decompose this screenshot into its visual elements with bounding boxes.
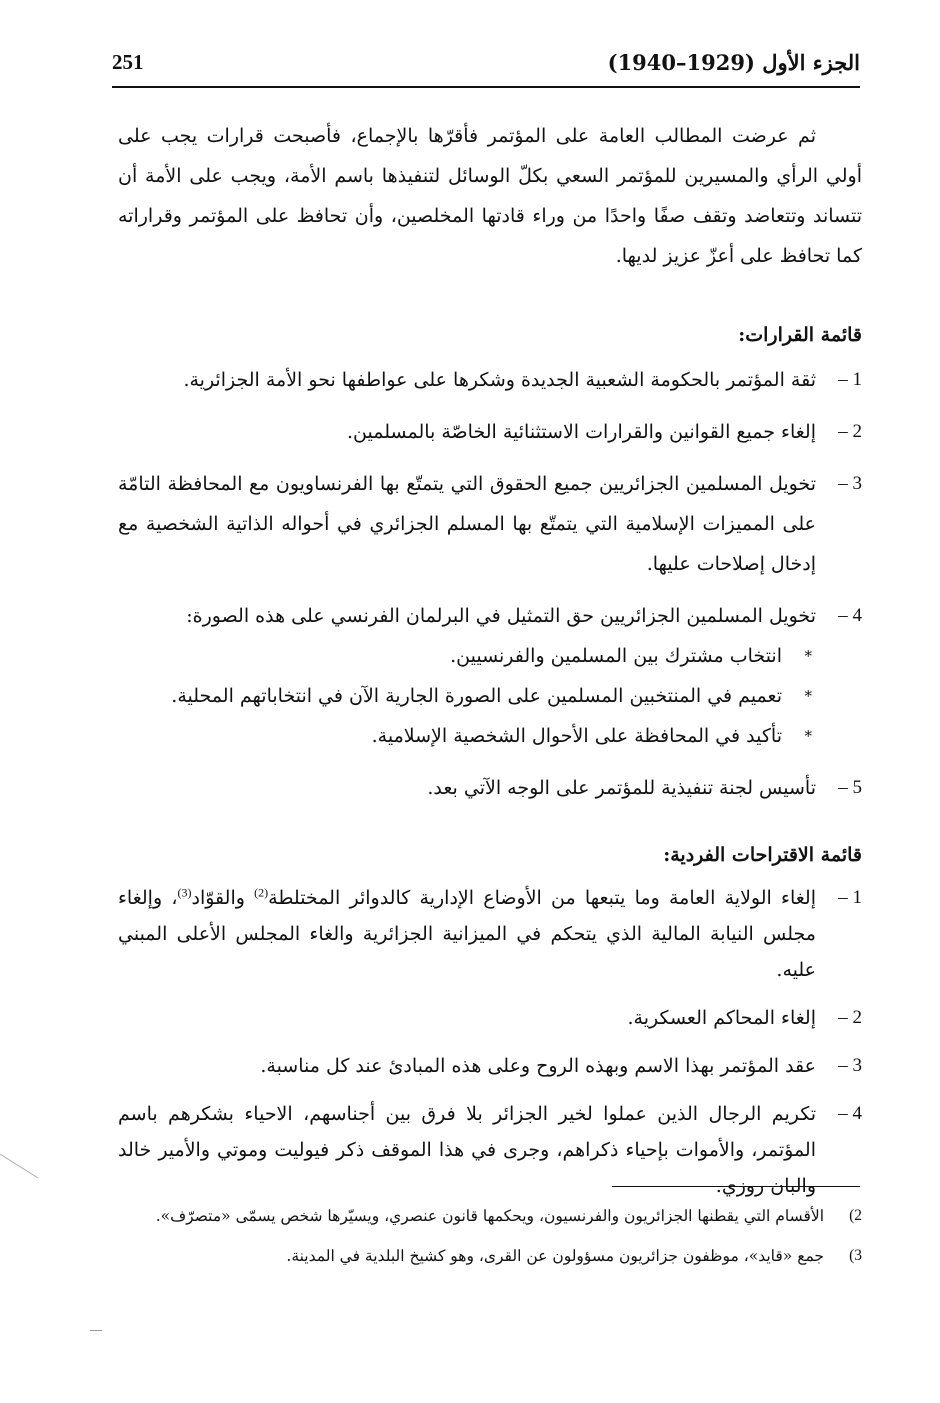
resolutions-heading: قائمة القرارات: <box>738 324 862 346</box>
item-number: 2 – <box>838 1007 862 1028</box>
item-text: إلغاء المحاكم العسكرية. <box>627 1007 816 1029</box>
proposals-heading: قائمة الاقتراحات الفردية: <box>663 844 862 866</box>
footnote-number: 2) <box>849 1207 862 1224</box>
item-text: عقد المؤتمر بهذا الاسم وبهذه الروح وعلى هذه المبادئ عند كل مناسبة. <box>260 1055 816 1077</box>
sub-item-text: تعميم في المنتخبين المسلمين على الصورة الجارية الآن في انتخاباتهم المحلية. <box>171 685 782 707</box>
list-item <box>118 360 862 400</box>
item-text: إلغاء جميع القوانين والقرارات الاستثنائية الخاصّة بالمسلمين. <box>347 421 816 443</box>
footnote-text: جمع «قايد»، موظفون جزائريون مسؤولون عن القرى، وهو كشيخ البلدية في المدينة. <box>286 1247 824 1265</box>
header-rule <box>112 86 860 88</box>
scan-artifact-dash <box>90 1330 102 1331</box>
sub-item-text: انتخاب مشترك بين المسلمين والفرنسيين. <box>450 645 782 667</box>
footnote-rule <box>612 1186 860 1187</box>
item-number: 3 – <box>838 473 862 494</box>
list-item <box>118 880 862 988</box>
list-item <box>118 1000 862 1036</box>
item-text-part: إلغاء الولاية العامة وما يتبعها من الأوضاع الإدارية كالدوائر المختلطة <box>268 887 816 909</box>
list-item <box>118 768 862 808</box>
item-number: 2 – <box>838 421 862 442</box>
main-text <box>118 116 862 1216</box>
item-text: تخويل المسلمين الجزائريين حق التمثيل في البرلمان الفرنسي على هذه الصورة: <box>186 605 816 627</box>
sub-item-text: تأكيد في المحافظة على الأحوال الشخصية الإسلامية. <box>371 725 782 747</box>
list-item <box>118 596 862 756</box>
footnotes <box>118 1200 862 1280</box>
list-item <box>118 1048 862 1084</box>
item-number: 1 – <box>838 369 862 390</box>
footnote-reference[interactable]: (2) <box>254 885 269 900</box>
sub-list-item <box>118 676 816 716</box>
page-number: 251 <box>112 50 144 74</box>
item-text: تخويل المسلمين الجزائريين جميع الحقوق التي يتمتّع بها الفرنساويون مع المحافظة التامّة على المميزات الإسلامية التي يتمتّع بها المسلم الجزائري في أحواله الذاتية الشخصية مع إدخال إصلاحات عليها. <box>118 473 816 575</box>
list-item <box>118 1096 862 1204</box>
running-title: الجزء الأول (1929–1940) <box>607 50 860 75</box>
item-text: تأسيس لجنة تنفيذية للمؤتمر على الوجه الآتي بعد. <box>427 777 816 799</box>
sub-list <box>118 636 816 756</box>
item-number: 1 – <box>838 887 862 908</box>
item-text: ثقة المؤتمر بالحكومة الشعبية الجديدة وشكرها على عواطفها نحو الأمة الجزائرية. <box>183 369 816 391</box>
asterisk-bullet-icon: * <box>804 687 812 705</box>
footnote <box>118 1240 862 1272</box>
list-item <box>118 412 862 452</box>
item-number: 5 – <box>838 777 862 798</box>
item-number: 3 – <box>838 1055 862 1076</box>
page-header <box>112 40 860 84</box>
resolutions-list <box>118 360 862 808</box>
footnote-reference[interactable]: (3) <box>177 885 192 900</box>
item-text: تكريم الرجال الذين عملوا لخير الجزائر بلا فرق بين أجناسهم، الاحياء بشكرهم باسم المؤتمر، والأموات بإحياء ذكراهم، وجرى في هذا الموقف ذكر فيوليت وموتي والأمير خالد والبان روزي. <box>118 1103 816 1197</box>
intro-paragraph: ثم عرضت المطالب العامة على المؤتمر فأقرّها بالإجماع، فأصبحت قرارات يجب على أولي الرأي والمسيرين للمؤتمر السعي بكلّ الوسائل لتنفيذها باسم الأمة، ويجب على الأمة أن تتساند وتتعاضد وتقف صفًا واحدًا من وراء قادتها المخلصين، وأن تحافظ على المؤتمر وقراراته كما تحافظ على أعزّ عزيز لديها. <box>118 125 862 267</box>
footnote-number: 3) <box>849 1247 862 1264</box>
asterisk-bullet-icon: * <box>804 727 812 745</box>
item-number: 4 – <box>838 605 862 626</box>
scan-artifact-line <box>0 1150 40 1180</box>
item-text-part: ، وإلغاء مجلس النيابة المالية الذي يتحكم في الميزانية الجزائرية والغاء المجلس الأعلى المبني عليه. <box>118 887 816 981</box>
footnote <box>118 1200 862 1232</box>
item-number: 4 – <box>838 1103 862 1124</box>
sub-list-item <box>118 716 816 756</box>
list-item <box>118 464 862 584</box>
asterisk-bullet-icon: * <box>804 647 812 665</box>
proposals-list <box>118 880 862 1204</box>
footnote-text: الأقسام التي يقطنها الجزائريون والفرنسيون، ويحكمها قانون عنصري، ويسيّرها شخص يسمّى «متصرّف». <box>155 1207 824 1225</box>
sub-list-item <box>118 636 816 676</box>
item-text-part: والقوّاد <box>191 887 255 909</box>
